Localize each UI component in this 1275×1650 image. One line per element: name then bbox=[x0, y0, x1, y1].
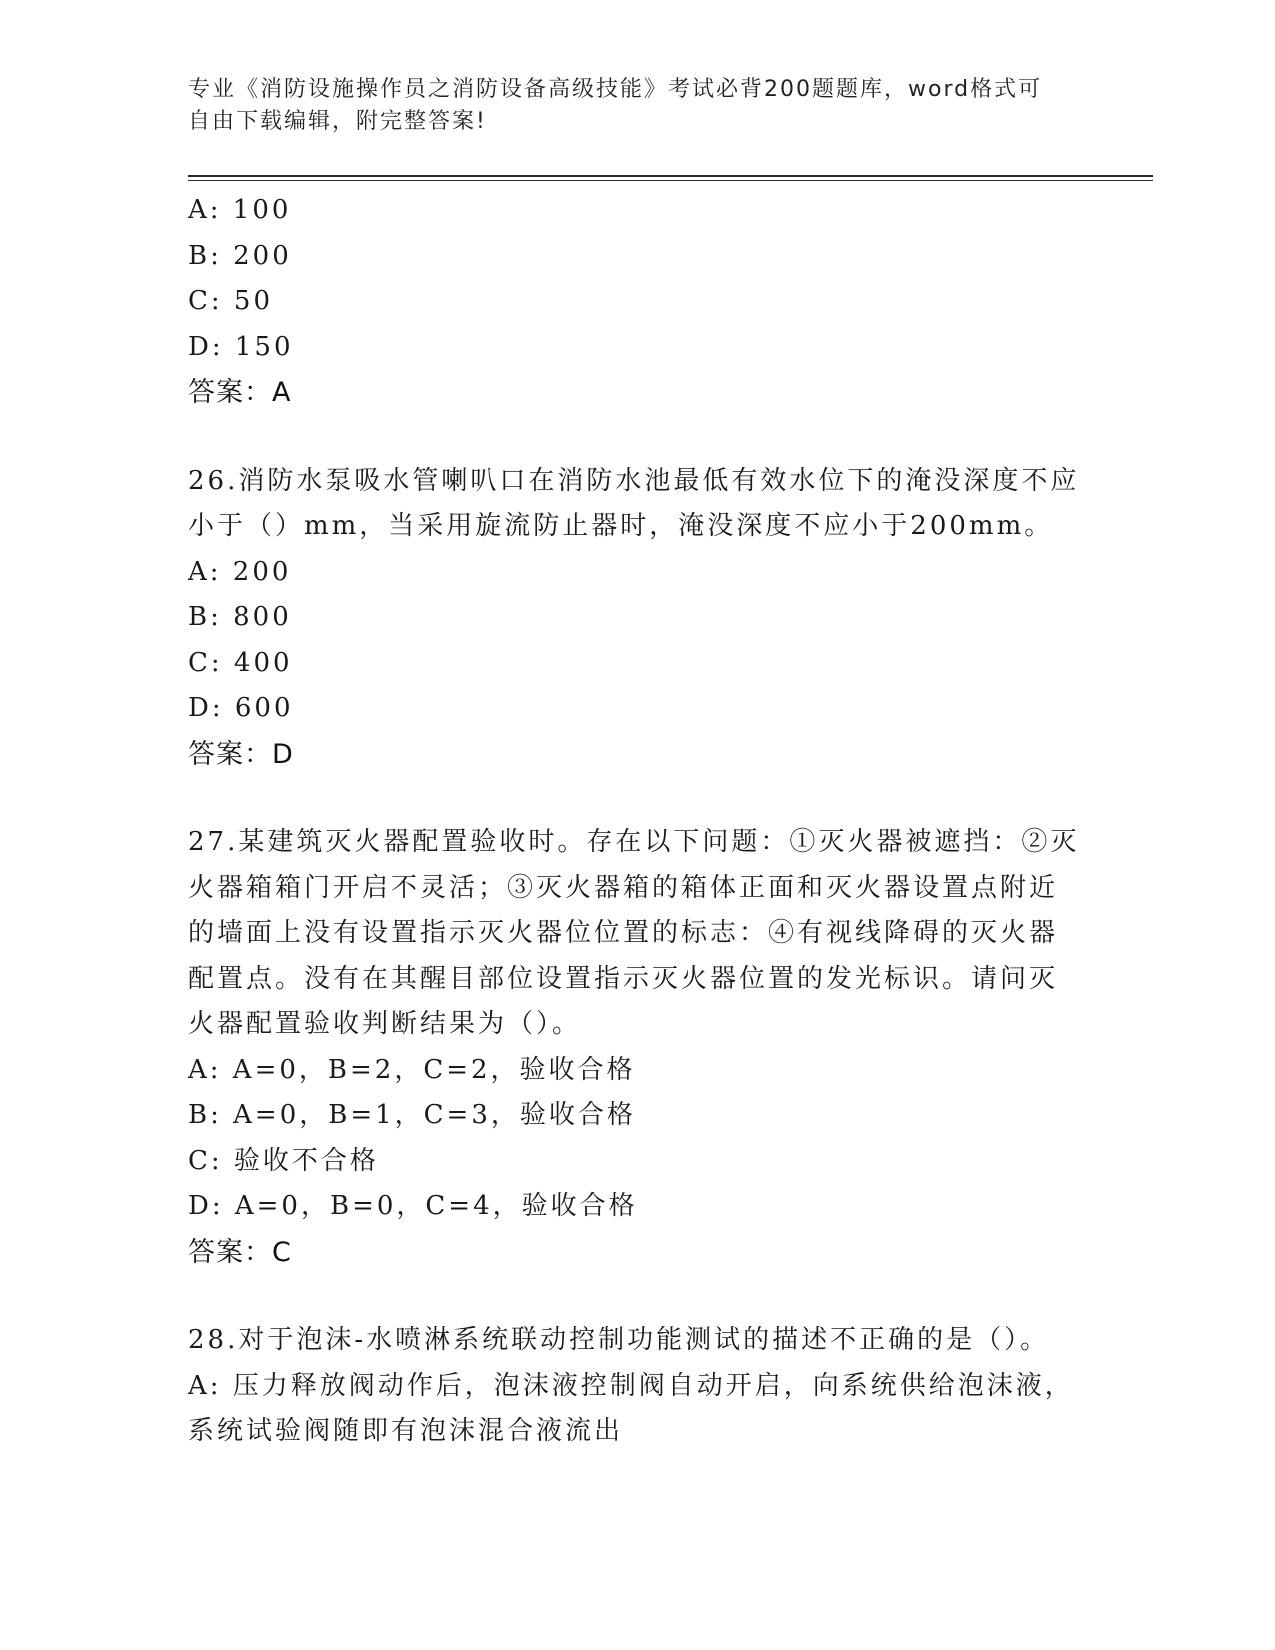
question-26 bbox=[188, 459, 1088, 778]
question-stem-line: 28.对于泡沫-水喷淋系统联动控制功能测试的描述不正确的是（）。 bbox=[188, 1325, 1050, 1355]
option-a: A: 100 bbox=[188, 195, 292, 225]
question-stem-line: 26.消防水泵吸水管喇叭口在消防水池最低有效水位下的淹没深度不应 bbox=[188, 465, 1080, 496]
option-d: D: 600 bbox=[188, 693, 294, 723]
question-28 bbox=[188, 1318, 1088, 1455]
option-a: A: 200 bbox=[188, 556, 292, 587]
header-divider-thin bbox=[188, 180, 1153, 181]
question-stem-line: 配置点。没有在其醒目部位设置指示灭火器位置的发光标识。请问灭 bbox=[188, 963, 1059, 994]
option-a: A: 压力释放阀动作后，泡沫液控制阀自动开启，向系统供给泡沫液， bbox=[188, 1370, 1074, 1401]
option-d: D: 150 bbox=[188, 331, 294, 362]
question-stem-line: 小于（）mm，当采用旋流防止器时，淹没深度不应小于200mm。 bbox=[188, 511, 1054, 541]
option-b: B: A=0，B=1，C=3，验收合格 bbox=[188, 1100, 636, 1130]
header-line-1: 专业《消防设施操作员之消防设备高级技能》考试必背200题题库，word格式可 bbox=[188, 77, 1043, 102]
answer-line: 答案：C bbox=[188, 1236, 292, 1268]
question-stem-line: 火器箱箱门开启不灵活；③灭火器箱的箱体正面和灭火器设置点附近 bbox=[188, 872, 1059, 903]
option-b: B: 200 bbox=[188, 240, 292, 271]
question-stem-line: 27.某建筑灭火器配置验收时。存在以下问题：①灭火器被遮挡：②灭 bbox=[188, 827, 1080, 857]
option-c: C: 验收不合格 bbox=[188, 1145, 379, 1176]
question-27 bbox=[188, 820, 1088, 1275]
header-line-2: 自由下载编辑，附完整答案! bbox=[188, 109, 487, 134]
question-content bbox=[188, 188, 1088, 1455]
header-divider bbox=[188, 175, 1153, 177]
option-d: D: A=0，B=0，C=4，验收合格 bbox=[188, 1191, 638, 1221]
question-stem-line: 的墙面上没有设置指示灭火器位位置的标志：④有视线降碍的灭火器 bbox=[188, 918, 1059, 948]
answer-line: 答案：D bbox=[188, 738, 294, 770]
spacer bbox=[188, 1275, 1088, 1318]
spacer bbox=[188, 416, 1088, 459]
option-c: C: 50 bbox=[188, 286, 274, 316]
document-header bbox=[188, 74, 1068, 138]
question-stem-line: 火器配置验收判断结果为（）。 bbox=[188, 1009, 582, 1039]
spacer bbox=[188, 777, 1088, 820]
question-25 bbox=[188, 188, 1088, 416]
option-a-continued: 系统试验阀随即有泡沫混合液流出 bbox=[188, 1416, 624, 1446]
option-a: A: A=0，B=2，C=2，验收合格 bbox=[188, 1054, 636, 1085]
option-c: C: 400 bbox=[188, 647, 293, 678]
option-b: B: 800 bbox=[188, 602, 292, 632]
answer-line: 答案：A bbox=[188, 377, 292, 408]
